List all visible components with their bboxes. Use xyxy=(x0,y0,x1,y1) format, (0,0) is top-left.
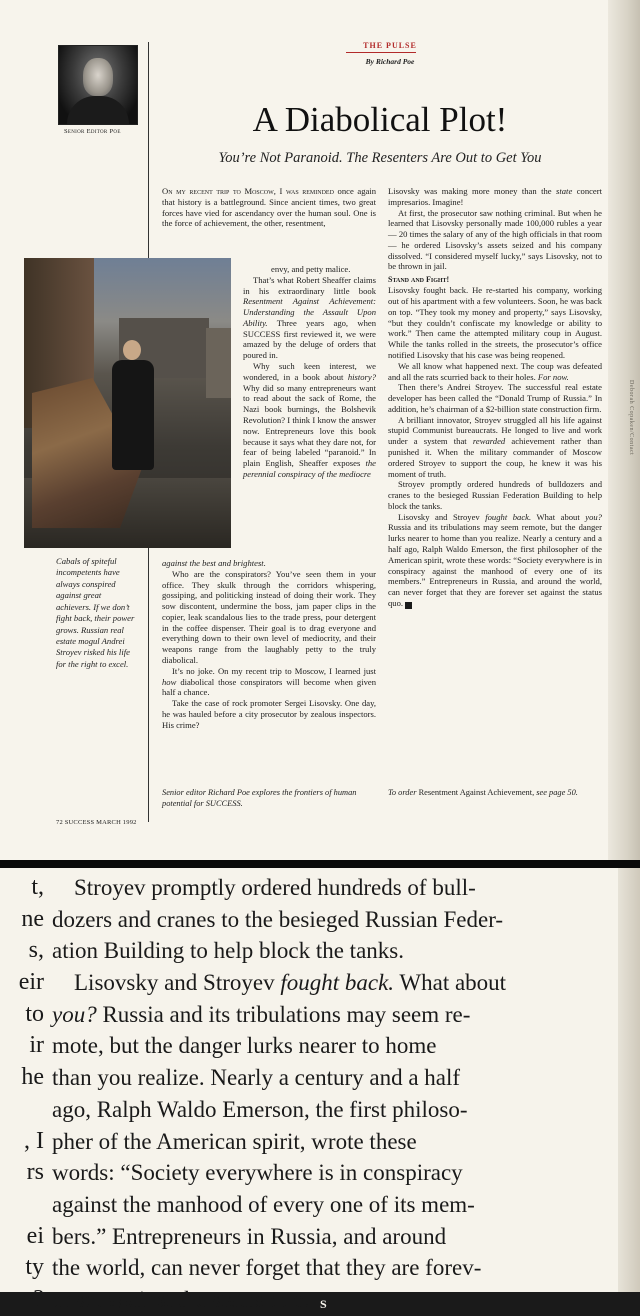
zoom-line xyxy=(52,1157,612,1189)
line-text: dozers and cranes to the besieged Russian Feder- xyxy=(52,906,504,932)
author-portrait xyxy=(58,45,138,125)
emphasis: how xyxy=(162,676,177,687)
portrait-body xyxy=(67,96,129,124)
paragraph-text: Three years ago, when SUCCESS first reviewed it, we were amazed by the deluge of orders that poured in. xyxy=(243,317,376,361)
zoom-line xyxy=(52,967,612,999)
line-text: ation Building to help block the tanks. xyxy=(52,938,404,964)
end-mark-icon: S xyxy=(316,1296,331,1312)
zoom-left-fragment: ir xyxy=(29,1032,44,1059)
zoom-line xyxy=(52,1030,612,1062)
zoom-line xyxy=(52,1252,612,1284)
deck-subtitle: You’re Not Paranoid. The Resenters Are Out to Get You xyxy=(218,150,542,166)
zoom-left-fragment: ne xyxy=(21,905,44,932)
line-text: than you realize. Nearly a century and a half xyxy=(52,1065,461,1091)
line-text: ago, Ralph Waldo Emerson, the first philoso- xyxy=(52,1096,468,1122)
photo-credit: Deborah Copaken/Contact xyxy=(628,380,634,456)
paragraph-text: Russia and its tribulations may seem remote, but the danger lurks nearer to home than you realize. Nearly a century and a half ago, Ralph Waldo Emerson, the first philosopher of the American spirit, wrote these words: “Society everywhere is in conspiracy against the manhood of every one of its members.” Entrepreneurs in Russia, and around the world, can never forget that they are forever set against the status quo. xyxy=(388,522,602,608)
emphasis: fought back. xyxy=(280,970,395,996)
zoom-line xyxy=(52,1284,612,1316)
emphasis: To order xyxy=(388,788,417,797)
zoom-line xyxy=(52,1221,612,1253)
line-text: Russia and its tribulations may seem re- xyxy=(96,1001,471,1027)
emphasis: fought back. xyxy=(485,511,532,522)
zoom-left-fragment: ty xyxy=(25,1254,44,1281)
zoom-gutter xyxy=(618,868,640,1292)
photo-man-head xyxy=(123,340,141,360)
section-divider xyxy=(0,860,640,868)
paragraph-text: Lisovsky and Stroyev xyxy=(398,511,480,522)
end-mark-icon: S xyxy=(405,602,412,609)
portrait-face xyxy=(83,58,113,96)
column-1-top xyxy=(162,186,376,229)
zoomed-excerpt xyxy=(0,868,640,1312)
zoom-line xyxy=(52,935,612,967)
byline: By Richard Poe xyxy=(365,57,415,66)
page-folio: 72 SUCCESS MARCH 1992 xyxy=(56,819,137,826)
subhead: Stand and Fight! xyxy=(388,275,450,285)
zoom-left-fragment: eir xyxy=(18,969,44,996)
emphasis: history? xyxy=(347,371,376,382)
paragraph-text: Take the case of rock promoter Sergei Lisovsky. One day, he was hauled before a city prosecutor by zealous inspectors. His crime? xyxy=(162,698,376,730)
lead-in: On my recent trip to Moscow, I was reminded xyxy=(162,186,334,196)
zoom-left-fragment: , I xyxy=(24,1127,44,1154)
paragraph-text: once again that history is a battleground. Since ancient times, two great forces have vied for ascendancy over the human soul. One is the force of achievement, the other, resentment, xyxy=(162,186,376,229)
line-text: What about xyxy=(394,970,507,996)
book-title: Resentment Against Achievement, xyxy=(418,788,535,797)
order-note xyxy=(388,788,602,799)
zoom-left-fragment: s, xyxy=(28,937,44,964)
paragraph-text: It’s no joke. On my recent trip to Moscow, I learned just xyxy=(172,665,376,676)
emphasis: you? xyxy=(585,511,602,522)
zoom-line xyxy=(52,1094,612,1126)
emphasis: For now. xyxy=(537,371,569,382)
paragraph-text: At first, the prosecutor saw nothing criminal. But when he learned that Lisovsky personally made 100,000 rubles a year — 20 times the salary of any of the high officials in that room — he ordered Lisovsky’s assets seized and his company dissolved. “I considered myself lucky,” says Lisovsky, not to be thrown in jail. xyxy=(388,207,602,272)
paragraph-text: concert impresarios. Imagine! xyxy=(388,186,602,207)
line-text: the world, can never forget that they are forev- xyxy=(52,1255,482,1281)
line-text: Stroyev promptly ordered hundreds of bull- xyxy=(74,875,476,900)
paragraph-text: A brilliant innovator, Stroyev struggled all his life against stupid Communist bureaucrats. He longed to live and work under a system that xyxy=(388,414,602,447)
line-text: Lisovsky and Stroyev xyxy=(74,970,281,996)
paragraph-text: Stroyev promptly ordered hundreds of bulldozers and cranes to the besieged Russian Federation Building to help block the tanks. xyxy=(388,479,602,511)
line-text: er set against the status quo. xyxy=(52,1286,316,1312)
book-title: Resentment Against Achievement: Understanding the Assault Upon Ability. xyxy=(243,296,376,328)
zoom-left-fragment: rs xyxy=(26,1159,44,1186)
zoom-line xyxy=(52,1126,612,1158)
line-text: pher of the American spirit, wrote these xyxy=(52,1128,417,1154)
column-2 xyxy=(388,186,602,609)
zoom-left-fragment: ei xyxy=(26,1222,44,1249)
paragraph-text: Lisovsky was making more money than the xyxy=(388,186,552,196)
zoom-left-fragment xyxy=(0,1189,44,1221)
paragraph-text: What about xyxy=(536,511,580,522)
zoom-line xyxy=(52,904,612,936)
zoom-line xyxy=(52,999,612,1031)
emphasis: rewarded xyxy=(472,436,506,447)
zoom-left-fragments xyxy=(0,872,44,1312)
paragraph-text: Why did so many entrepreneurs want to read about the sack of Rome, the Nazi book burnings, the Bolshevik Revolution? I think I know the answer now. Entrepreneurs love this book because it says what they dare not, for fear of being labeled “paranoid.” In plain English, Sheaffer exposes xyxy=(243,382,376,469)
zoom-line xyxy=(52,1062,612,1094)
emphasis: state xyxy=(556,186,573,196)
author-note: Senior editor Richard Poe explores the frontiers of human potential for SUCCESS. xyxy=(162,788,357,808)
paragraph-text: That’s what Robert Sheaffer claims in his extraordinary little book xyxy=(243,274,376,296)
zoom-line xyxy=(52,1189,612,1221)
emphasis: you? xyxy=(52,1001,97,1027)
photo-man xyxy=(112,360,154,470)
article-photo xyxy=(24,258,231,548)
kicker-rule xyxy=(346,52,416,53)
column-1-bottom xyxy=(162,558,376,731)
paragraph-text: Who are the conspirators? You’ve seen them in your office. They skulk through the corridors whispering, gossiping, and politicking instead of doing their work. They sow discontent, undermine the boss, jam paper clips in the copier, leak scandalous lies to the trade press, pour detergent in the coffee dispenser. Their goal is to drag everyone and everything down to their own level of mediocrity, and their weapons range from the laughably petty to the truly diabolical. xyxy=(162,568,376,666)
zoom-text-lines xyxy=(52,872,612,1316)
headline: A Diabolical Plot! xyxy=(252,100,508,139)
photo-building xyxy=(206,328,231,398)
emphasis: the perennial conspiracy of the mediocre xyxy=(243,458,376,479)
line-text: bers.” Entrepreneurs in Russia, and around xyxy=(52,1223,447,1249)
paragraph-text: Then there’s Andrei Stroyev. The successful real estate developer has been called the “Donald Trump of Russia.” In addition, he’s chairman of a $2-billion state construction firm. xyxy=(388,382,602,414)
section-kicker: THE PULSE xyxy=(363,41,417,50)
paragraph-text: Why such keen interest, we wondered, in a book about xyxy=(243,361,376,382)
line-text: mote, but the danger lurks nearer to home xyxy=(52,1033,437,1059)
line-text: against the manhood of every one of its mem- xyxy=(52,1191,475,1217)
paragraph-text: We all know what happened next. The coup was defeated and all the rats scurried back to their holes. xyxy=(388,360,602,382)
zoom-left-fragment: e? xyxy=(22,1285,44,1312)
zoom-left-fragment: he xyxy=(21,1064,44,1091)
portrait-caption: Senior Editor Poe xyxy=(64,128,121,135)
paragraph-text: Lisovsky fought back. He re-started his company, working out of his apartment with a few volunteers. Soon, he was back on top. “They took my money and property,” says Lisovsky, “but they couldn’t confiscate my knowledge or ability to work.” Then came the attempted military coup in August. While the tanks rolled in the streets, the prosecutor’s office notified Lisovsky that his case was being reopened. xyxy=(388,285,602,360)
zoom-left-fragment xyxy=(0,1094,44,1126)
zoom-left-fragment: to xyxy=(25,1000,44,1027)
photo-caption: Cabals of spiteful incompetents have always conspired against great achievers. If we don’t fight back, their power grows. Russian real estate mogul Andrei Stroyev risked his life for the right to excel. xyxy=(56,556,135,669)
column-1-wrap xyxy=(243,264,376,480)
paragraph-text: achievement rather than punished it. When the military commander of Moscow ordered Stroyev to support the coup, he knew it was his moment of truth. xyxy=(388,436,602,479)
zoom-left-fragment: t, xyxy=(31,874,44,900)
paragraph-text: diabolical those conspirators will become when given half a chance. xyxy=(162,676,376,698)
paragraph-text: envy, and petty malice. xyxy=(271,264,351,274)
zoom-line xyxy=(52,872,612,904)
emphasis: see page 50. xyxy=(536,788,578,797)
emphasis: against the best and brightest. xyxy=(162,558,266,568)
line-text: words: “Society everywhere is in conspiracy xyxy=(52,1160,463,1186)
